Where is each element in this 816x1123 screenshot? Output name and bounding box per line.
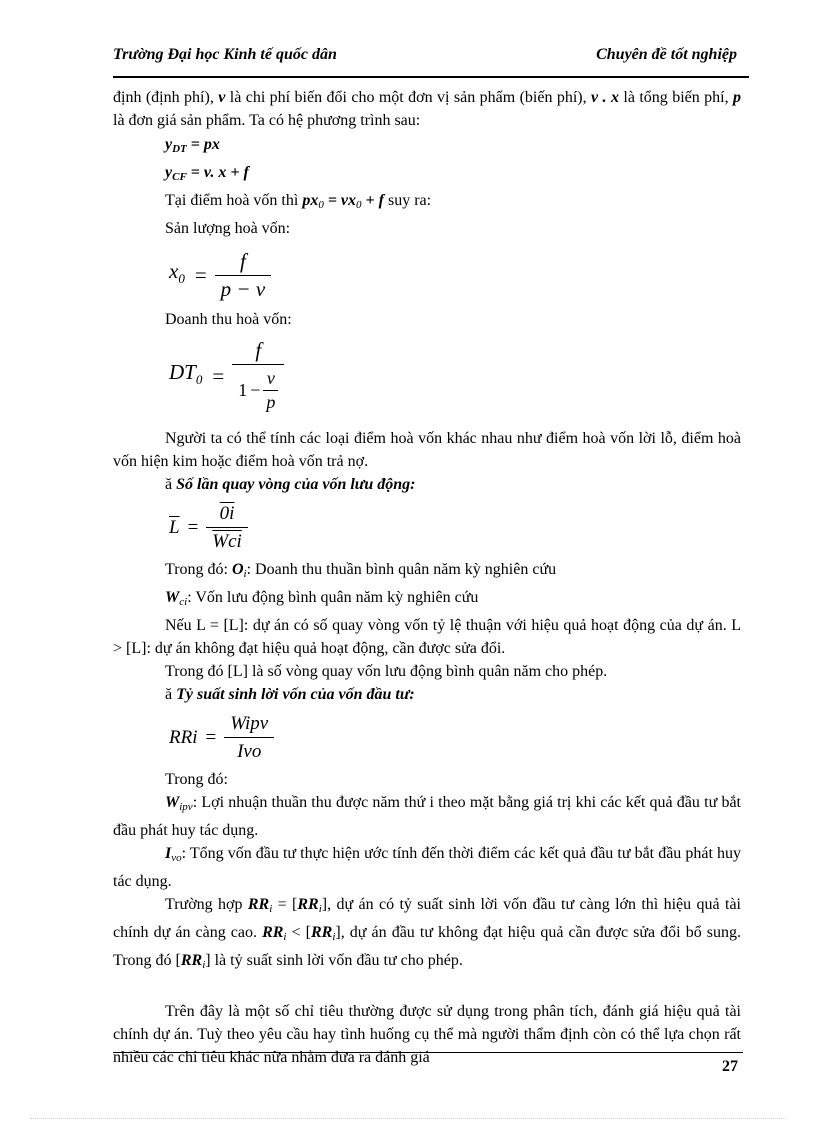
where-ivo: $I_{vo}$: Tổng vốn đầu tư thực hiện ước tính đến thời điểm các kết quả đầu tư bắt đầu phát huy tác dụng.	[113, 845, 741, 890]
formula-turnover: $\overline{L}$ = $\frac{0i}{\text{Wci}}$	[169, 498, 741, 556]
bullet-icon: ă	[165, 476, 173, 493]
paragraph-turnover-rule: Nếu L = [L]: dự án có số quay vòng vốn tỷ lệ thuận với hiệu quả hoạt động của dự án. L > [L]: dự án không đạt hiệu quả hoạt động, cần được sửa đổi.	[113, 617, 741, 657]
paragraph-turnover-allowed: Trong đó [L] là số vòng quay vốn lưu động bình quân năm cho phép.	[165, 663, 608, 680]
bullet-icon: ă	[165, 686, 173, 703]
page-number: 27	[722, 1058, 738, 1075]
formula-breakeven-revenue: $DT_0$ = f 1 − v p	[169, 333, 741, 419]
formula-breakeven-output: $x_0$ = $\frac{f}{p - v}$	[169, 244, 741, 306]
equation-revenue: $y_{DT}$ = px	[165, 136, 220, 155]
breakeven-condition: Tại điểm hoà vốn thì $px_0 = vx_0 + f$ suy ra:	[165, 192, 432, 211]
where-o: Trong đó: $O_i$: Doanh thu thuần bình quân năm kỳ nghiên cứu	[165, 561, 557, 580]
page-body	[113, 86, 741, 1069]
header-topic: Chuyên đề tốt nghiệp	[596, 46, 737, 63]
paragraph-conclusion: Trên đây là một số chỉ tiêu thường được sử dụng trong phân tích, đánh giá hiệu quả tài chính dự án. Tuỳ theo yêu cầu hay tình huống cụ thể mà người thẩm định còn có thể lựa chọn rất nhiều các chỉ tiêu khác nữa nhằm đưa ra đánh giá	[113, 1003, 741, 1066]
page-edge-dotted-line	[30, 1118, 786, 1119]
equation-cost: $y_{CF} = v$. x + f	[165, 164, 249, 183]
where-wipv: $W_{ipv}$: Lợi nhuận thuần thu được năm thứ i theo mặt bằng giá trị khi các kết quả đầu tư bắt đầu phát huy tác dụng.	[113, 794, 741, 839]
page-header	[113, 44, 749, 72]
label-breakeven-output: Sản lượng hoà vốn:	[165, 220, 291, 237]
section-turnover-heading: ă Số lần quay vòng của vốn lưu động:	[165, 476, 416, 493]
section-return-heading: ă Tỷ suất sinh lời vốn của vốn đầu tư:	[165, 686, 415, 703]
formula-return: RRi = $\frac{\text{Wipv}}{\text{Ivo}}$	[169, 708, 741, 766]
footer-rule	[113, 1052, 743, 1053]
label-breakeven-revenue: Doanh thu hoà vốn:	[165, 311, 292, 328]
paragraph-return-rule: Trường hợp $RR_i = [RR_i]$, dự án có tỷ suất sinh lời vốn đầu tư càng lớn thì hiệu quả tài chính dự án càng cao. $RR_i < [RR_i]$, dự án đầu tư không đạt hiệu quả cần được sửa đổi bổ sung. Trong đó $[RR_i]$ là tỷ suất sinh lời vốn đầu tư cho phép.	[113, 896, 741, 971]
paragraph-breakeven-types: Người ta có thể tính các loại điểm hoà vốn khác nhau như điểm hoà vốn lời lỗ, điểm hoà vốn hiện kim hoặc điểm hoà vốn trả nợ.	[113, 430, 741, 470]
header-rule	[113, 76, 749, 78]
header-school: Trường Đại học Kinh tế quốc dân	[113, 46, 337, 63]
where-w: $W_{ci}$: Vốn lưu động bình quân năm kỳ nghiên cứu	[165, 589, 479, 608]
paragraph-cost-definitions: định (định phí), v là chi phí biến đổi cho một đơn vị sản phẩm (biến phí), v . x là tổng biến phí, p là đơn giá sản phẩm. Ta có hệ phương trình sau:	[113, 89, 742, 129]
where-heading: Trong đó:	[165, 771, 228, 788]
